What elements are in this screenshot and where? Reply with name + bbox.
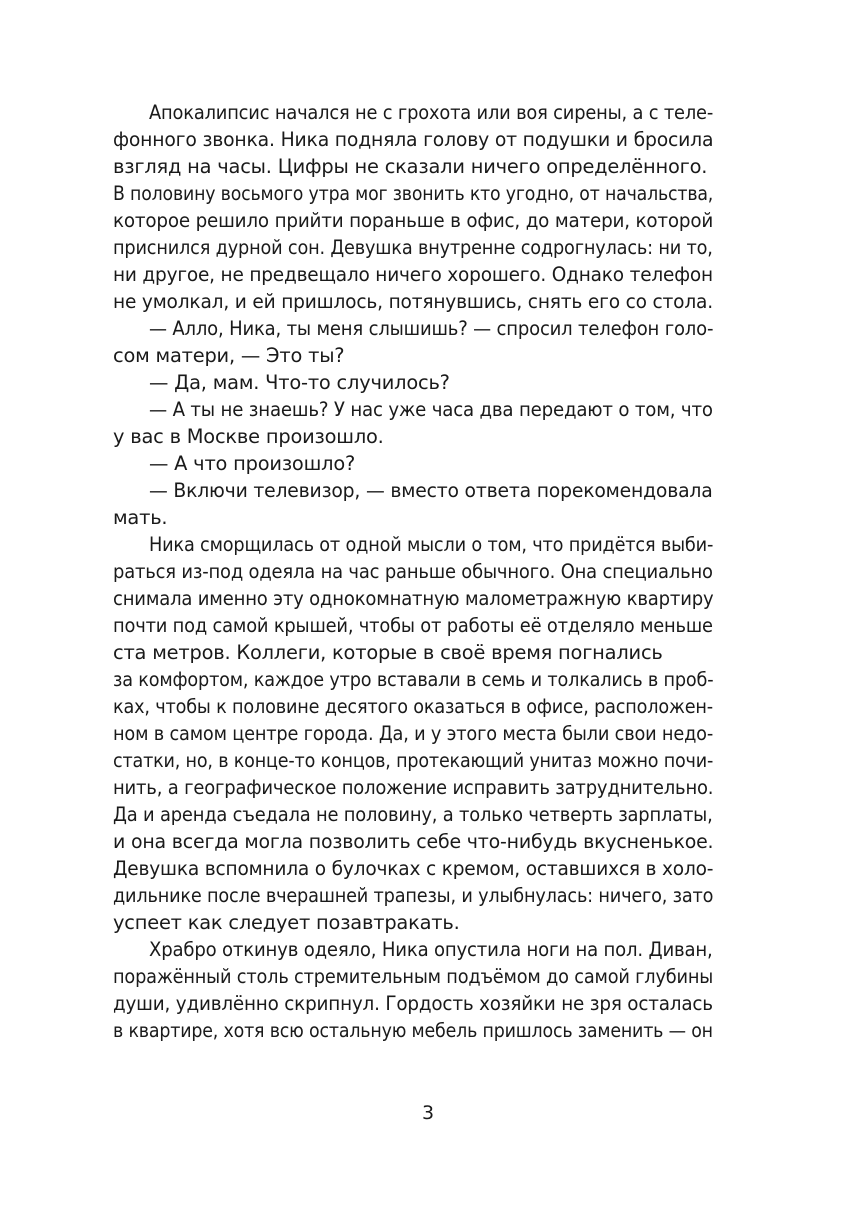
text-line: В половину восьмого утра мог звонить кто угодно, от начальства, xyxy=(113,182,714,205)
text-line: почти под самой крышей, чтобы от работы её отделяло меньше xyxy=(113,614,713,637)
text-line: — А что произошло? xyxy=(149,452,356,475)
text-line: — А ты не знаешь? У нас уже часа два передают о том, что xyxy=(148,398,713,421)
body-text xyxy=(113,99,713,1044)
text-line: у вас в Москве произошло. xyxy=(113,425,384,448)
text-line: нить, а географическое положение исправить затруднительно. xyxy=(113,776,714,799)
text-line: Апокалипсис начался не с грохота или воя сирены, а с теле- xyxy=(148,101,714,124)
text-line: статки, но, в конце-то концов, протекающий унитаз можно почи- xyxy=(113,749,714,772)
text-line: Храбро откинув одеяло, Ника опустила ноги на пол. Диван, xyxy=(148,938,713,961)
text-line: и она всегда могла позволить себе что-нибудь вкусненькое. xyxy=(113,830,714,853)
text-line: души, удивлённо скрипнул. Гордость хозяйки не зря осталась xyxy=(113,992,713,1015)
text-line: — Да, мам. Что-то случилось? xyxy=(149,371,450,394)
text-line: раться из-под одеяла на час раньше обычного. Она специально xyxy=(113,560,713,583)
text-line: не умолкал, и ей пришлось, потянувшись, снять его со стола. xyxy=(113,290,713,313)
text-line: фонного звонка. Ника подняла голову от подушки и бросила xyxy=(113,128,714,151)
text-line: поражённый столь стремительным подъёмом до самой глубины xyxy=(113,965,714,988)
text-line: Девушка вспомнила о булочках с кремом, оставшихся в холо- xyxy=(113,857,714,880)
text-line: ном в самом центре города. Да, и у этого места были свои недо- xyxy=(113,722,714,745)
text-line: в квартире, хотя всю остальную мебель пришлось заменить — он xyxy=(113,1019,713,1042)
text-line: — Включи телевизор, — вместо ответа порекомендовала xyxy=(148,479,713,502)
text-line: сом матери, — Это ты? xyxy=(113,344,345,367)
text-line: которое решило прийти пораньше в офис, до матери, которой xyxy=(113,209,714,232)
text-line: ста метров. Коллеги, которые в своё время погнались xyxy=(113,641,663,664)
text-line: взгляд на часы. Цифры не сказали ничего определённого. xyxy=(113,155,708,178)
text-line: за комфортом, каждое утро вставали в семь и толкались в проб- xyxy=(113,668,714,691)
text-line: ках, чтобы к половине десятого оказаться в офисе, расположен- xyxy=(113,695,713,718)
text-line: дильнике после вчерашней трапезы, и улыбнулась: ничего, зато xyxy=(113,884,714,907)
text-line: мать. xyxy=(113,506,168,529)
page-number: 3 xyxy=(421,1102,435,1124)
text-line: успеет как следует позавтракать. xyxy=(113,911,460,934)
text-line: Да и аренда съедала не половину, а только четверть зарплаты, xyxy=(113,803,713,826)
text-line: Ника сморщилась от одной мысли о том, что придётся выби- xyxy=(148,533,714,556)
text-line: снимала именно эту однокомнатную малометражную квартиру xyxy=(113,587,714,610)
text-line: приснился дурной сон. Девушка внутренне содрогнулась: ни то, xyxy=(113,236,713,259)
text-line: ни другое, не предвещало ничего хорошего. Однако телефон xyxy=(113,263,713,286)
text-line: — Алло, Ника, ты меня слышишь? — спросил телефон голо- xyxy=(148,317,714,340)
